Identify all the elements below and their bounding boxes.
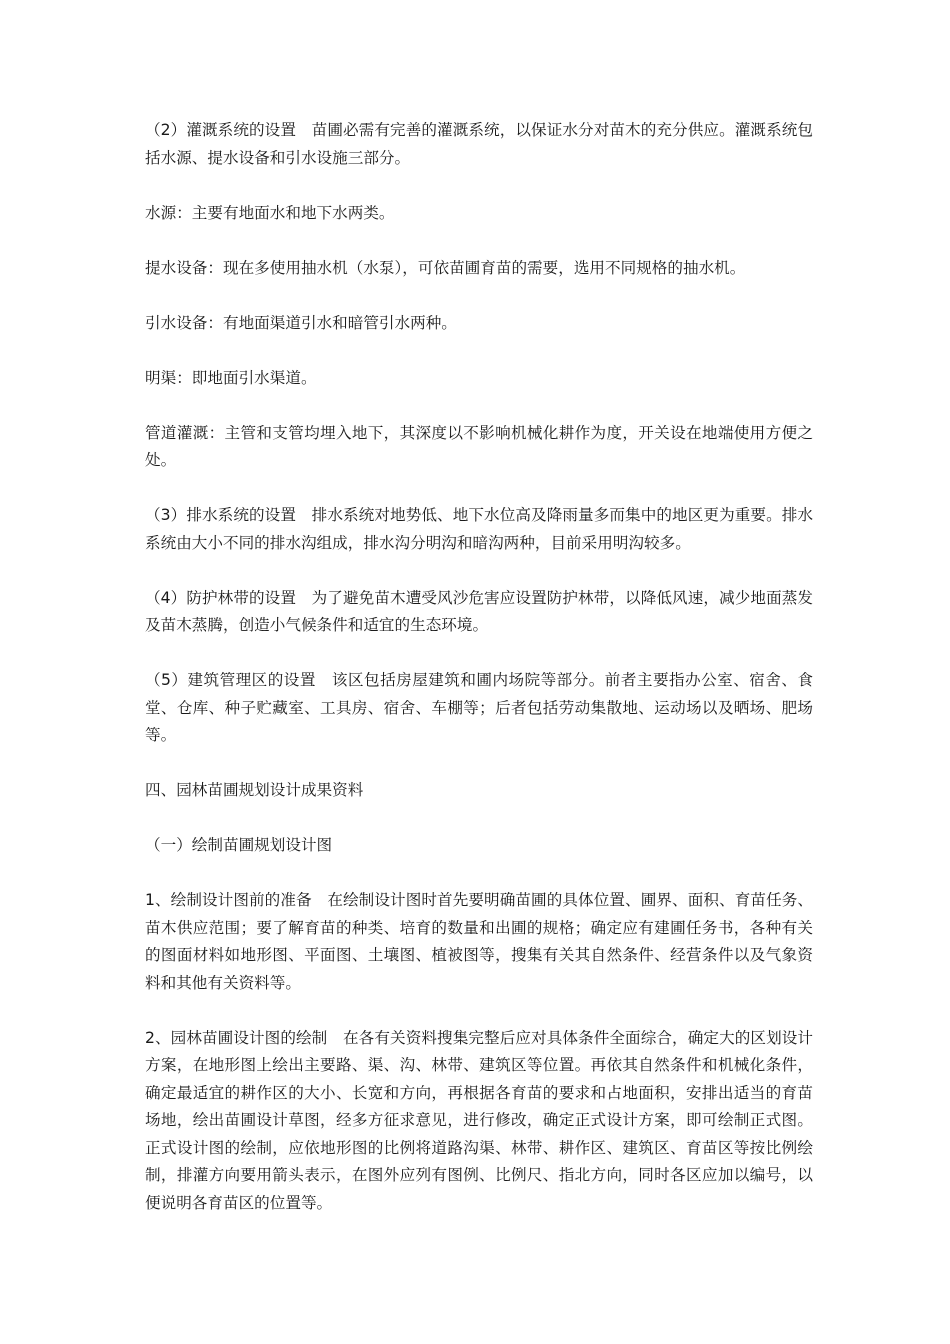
paragraph-drainage-system: （3）排水系统的设置 排水系统对地势低、地下水位高及降雨量多而集中的地区更为重要。排水系统由大小不同的排水沟组成，排水沟分明沟和暗沟两种，目前采用明沟较多。 <box>145 506 813 552</box>
paragraph-pipe-irrigation: 管道灌溉：主管和支管均埋入地下，其深度以不影响机械化耕作为度，开关设在地端使用方便之处。 <box>145 423 813 469</box>
paragraph-water-diversion: 引水设备：有地面渠道引水和暗管引水两种。 <box>145 313 457 332</box>
paragraph-shelterbelt: （4）防护林带的设置 为了避免苗木遭受风沙危害应设置防护林带，以降低风速，减少地面蒸发及苗木蒸腾，创造小气候条件和适宜的生态环境。 <box>145 588 813 634</box>
paragraph-open-channel: 明渠：即地面引水渠道。 <box>145 368 317 387</box>
document-body <box>145 117 813 1245</box>
paragraph-drawing-execution: 2、园林苗圃设计图的绘制 在各有关资料搜集完整后应对具体条件全面综合，确定大的区划设计方案，在地形图上绘出主要路、渠、沟、林带、建筑区等位置。再依其自然条件和机械化条件，确定最适宜的耕作区的大小、长宽和方向，再根据各育苗的要求和占地面积，安排出适当的育苗场地，绘出苗圃设计草图，经多方征求意见，进行修改，确定正式设计方案，即可绘制正式图。正式设计图的绘制，应依地形图的比例将道路沟渠、林带、耕作区、建筑区、育苗区等按比例绘制，排灌方向要用箭头表示，在图外应列有图例、比例尺、指北方向，同时各区应加以编号，以便说明各育苗区的位置等。 <box>145 1028 813 1212</box>
paragraph-pumping-equipment: 提水设备：现在多使用抽水机（水泵），可依苗圃育苗的需要，选用不同规格的抽水机。 <box>145 258 746 277</box>
paragraph-building-management: （5）建筑管理区的设置 该区包括房屋建筑和圃内场院等部分。前者主要指办公室、宿舍、食堂、仓库、种子贮藏室、工具房、宿舍、车棚等；后者包括劳动集散地、运动场以及晒场、肥场等。 <box>145 671 813 744</box>
section-heading-planning-results: 四、园林苗圃规划设计成果资料 <box>145 781 364 799</box>
paragraph-irrigation-system: （2）灌溉系统的设置 苗圃必需有完善的灌溉系统，以保证水分对苗木的充分供应。灌溉系统包括水源、提水设备和引水设施三部分。 <box>145 121 813 167</box>
paragraph-drawing-preparation: 1、绘制设计图前的准备 在绘制设计图时首先要明确苗圃的具体位置、圃界、面积、育苗任务、苗木供应范围；要了解育苗的种类、培育的数量和出圃的规格；确定应有建圃任务书，各种有关的图面材料如地形图、平面图、土壤图、植被图等，搜集有关其自然条件、经营条件以及气象资料和其他有关资料等。 <box>145 891 813 992</box>
paragraph-water-source: 水源：主要有地面水和地下水两类。 <box>145 203 395 222</box>
subsection-heading-drawing: （一）绘制苗圃规划设计图 <box>145 836 333 854</box>
